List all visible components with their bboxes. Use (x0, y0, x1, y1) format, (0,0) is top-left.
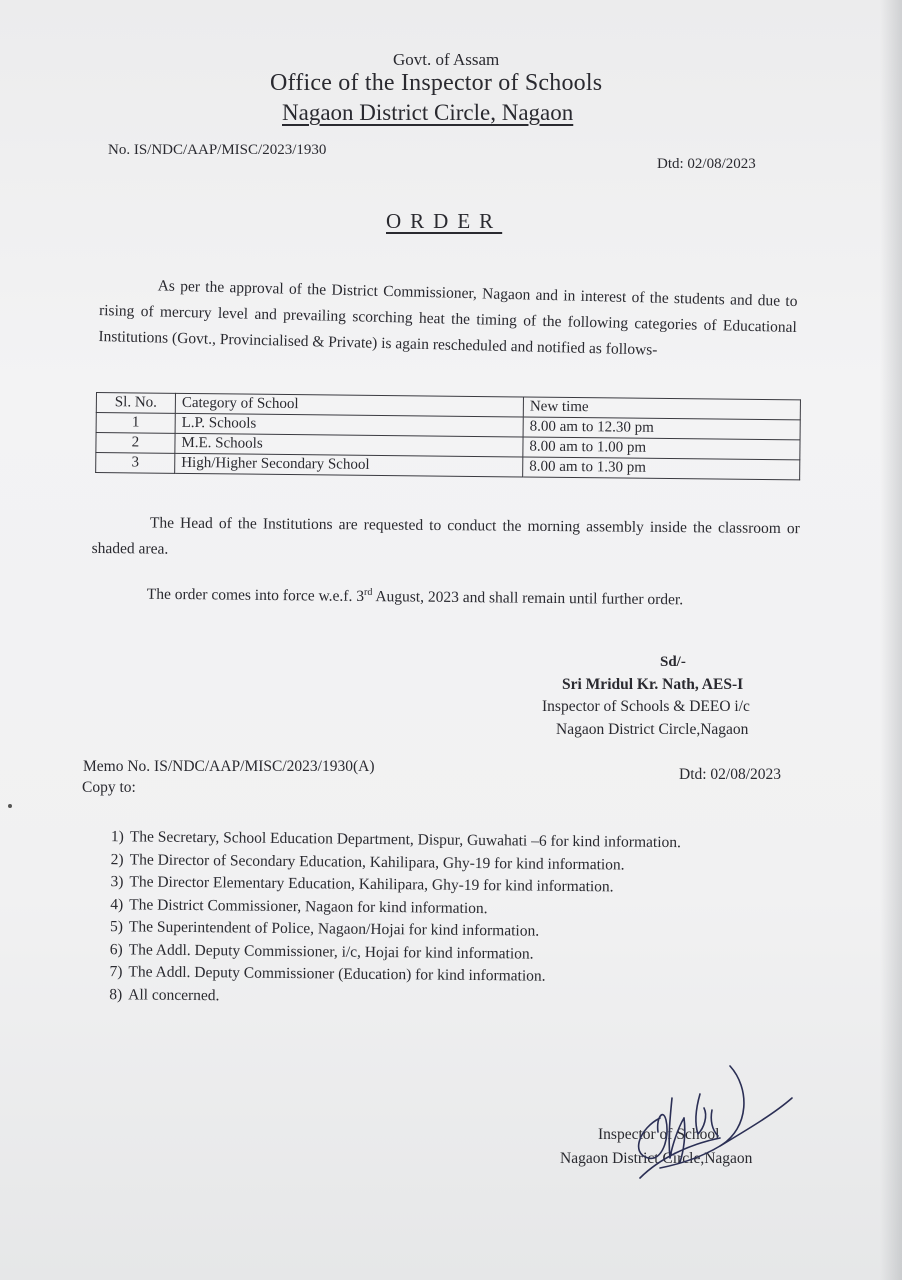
row-category: High/Higher Secondary School (175, 453, 523, 477)
signed-mark: Sd/- (660, 654, 686, 670)
order-date: Dtd: 02/08/2023 (657, 156, 756, 172)
punch-mark (8, 804, 12, 808)
order-paragraph-1: As per the approval of the District Commissioner, Nagaon and in interest of the students and due to rising of mercury level and prevailing scorching heat the timing of the following categories of Educational Institutions (Govt., Provincialised & Private) is again rescheduled and notified as follows- (98, 277, 798, 359)
header-new-time: New time (523, 397, 800, 420)
row-category: M.E. Schools (175, 433, 523, 457)
list-item-text: The Addl. Deputy Commissioner, i/c, Hojai for kind information. (128, 940, 534, 963)
office-heading: Office of the Inspector of Schools (270, 70, 603, 96)
header-category: Category of School (175, 393, 523, 417)
row-new-time: 8.00 am to 12.30 pm (523, 417, 800, 440)
list-item-number: 1) (110, 828, 124, 846)
timing-table (95, 392, 801, 480)
page-edge-shadow (880, 0, 902, 1280)
row-new-time: 8.00 am to 1.30 pm (523, 457, 800, 480)
signatory-name: Sri Mridul Kr. Nath, AES-I (562, 676, 744, 693)
signatory-designation: Inspector of Schools & DEEO i/c (542, 698, 750, 715)
list-item-text: The Secretary, School Education Department, Dispur, Guwahati –6 for kind information. (129, 828, 682, 852)
list-item-number: 5) (109, 918, 124, 936)
signatory-circle: Nagaon District Circle,Nagaon (556, 721, 749, 738)
list-item-number: 7) (109, 963, 123, 981)
effective-text-after: August, 2023 and shall remain until further order. (372, 588, 684, 609)
list-item-number: 2) (110, 850, 124, 868)
list-item-number: 8) (109, 985, 123, 1003)
memo-number: Memo No. IS/NDC/AAP/MISC/2023/1930(A) (83, 758, 375, 775)
row-new-time: 8.00 am to 1.00 pm (523, 437, 800, 460)
list-item-text: The Addl. Deputy Commissioner (Education) for kind information. (128, 963, 546, 985)
list-item-text: The District Commissioner, Nagaon for kind information. (129, 895, 488, 917)
stamp-line-2: Nagaon District Circle,Nagaon (560, 1150, 753, 1167)
list-item-number: 6) (109, 940, 123, 958)
row-sl-no: 3 (96, 453, 175, 474)
list-item-number: 3) (110, 873, 124, 891)
list-item-text: The Director of Secondary Education, Kahilipara, Ghy-19 for kind information. (129, 850, 625, 874)
row-sl-no: 2 (96, 433, 175, 454)
order-paragraph-2: The Head of the Institutions are requested to conduct the morning assembly inside the classroom or shaded area. (91, 514, 800, 558)
order-paragraph-3 (92, 577, 800, 615)
circle-heading: Nagaon District Circle, Nagaon (282, 100, 574, 125)
stamp-line-1: Inspector of School (598, 1126, 720, 1143)
list-item-text: The Director Elementary Education, Kahilipara, Ghy-19 for kind information. (129, 873, 614, 896)
effective-text-before: The order comes into force w.e.f. 3 (146, 585, 365, 606)
list-item-text: All concerned. (128, 985, 220, 1004)
reference-number: No. IS/NDC/AAP/MISC/2023/1930 (108, 142, 327, 158)
header-sl-no: Sl. No. (96, 393, 175, 414)
copy-to-label: Copy to: (82, 779, 136, 796)
list-item-number: 4) (110, 895, 124, 913)
copy-list (94, 826, 756, 1013)
handwritten-signature (600, 1058, 800, 1188)
list-item-text: The Superintendent of Police, Nagaon/Hojai for kind information. (128, 918, 540, 940)
row-sl-no: 1 (96, 413, 175, 434)
date-ordinal-suffix: rd (363, 586, 373, 598)
row-category: L.P. Schools (175, 413, 523, 437)
order-title: ORDER (386, 209, 503, 233)
memo-date: Dtd: 02/08/2023 (679, 766, 782, 783)
govt-heading: Govt. of Assam (393, 50, 500, 69)
